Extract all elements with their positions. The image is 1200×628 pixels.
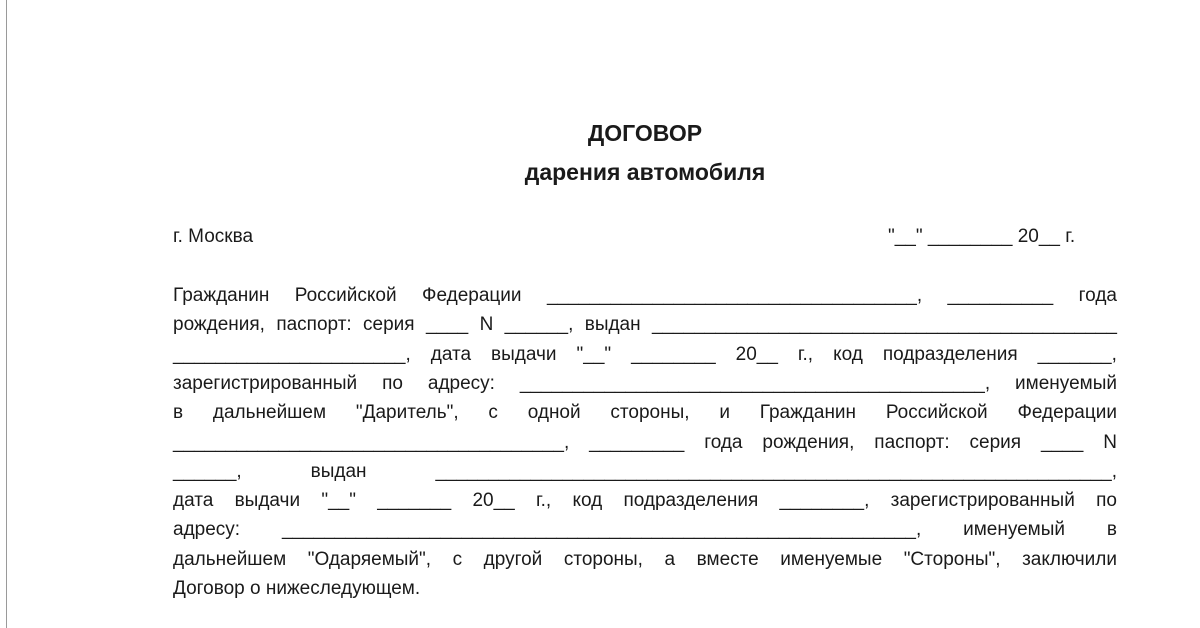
body-word: ____ [1041,432,1084,453]
body-line [173,284,1117,308]
body-word: __________ [947,285,1054,306]
body-word: Федерации [422,285,522,306]
body-word: ________________________________________________________________, [435,461,1117,482]
body-word: _____________________________________, [173,432,570,453]
body-word: ______________________, [173,344,411,365]
body-line [173,431,1117,455]
body-word: выдан [584,314,641,335]
body-word: код [572,490,603,511]
body-word: 20__ [735,344,778,365]
body-word: ________ [631,344,716,365]
document-subtitle: дарения автомобиля [524,159,766,185]
body-word: ____________________________________________________________, [281,519,922,540]
body-word: рождения, [173,314,265,335]
body-word: именуемый [963,519,1066,540]
body-word: ____________________________________________, [519,373,991,394]
body-word: года [704,432,743,453]
body-word: ____ [425,314,469,335]
body-word: дата [430,344,472,365]
body-word: ___________________________________, [546,285,923,306]
body-word: серия [969,432,1022,453]
body-word: Гражданин [759,402,857,423]
body-word: дальнейшем [212,402,327,423]
body-word: _______ [377,490,452,511]
body-word: выдан [310,461,367,482]
body-word: ______, [504,314,574,335]
body-word: дальнейшем [173,549,287,570]
body-word: по [1096,490,1117,511]
body-word: с [488,402,498,423]
body-word: заключили [1022,549,1117,570]
body-word: Федерации [1017,402,1117,423]
body-word: а [664,549,676,570]
body-word: "Одаряемый", [307,549,432,570]
body-word: в [1106,519,1117,540]
body-line [173,460,1117,484]
body-word: именуемый [1015,373,1117,394]
body-word: другой [483,549,543,570]
body-word: зарегистрированный [173,373,358,394]
body-word: N [1103,432,1117,453]
body-line [173,577,1117,601]
body-word: дата [173,490,214,511]
date-placeholder: "__" ________ 20__ г. [888,226,1076,247]
body-word: "Даритель", [355,402,459,423]
body-word: по [382,373,403,394]
body-word: паспорт: [276,314,352,335]
body-word: Российской [294,285,397,306]
body-word: "__" [321,490,356,511]
body-line [173,372,1117,396]
body-word: "__" [576,344,612,365]
body-word: рождения, [762,432,855,453]
body-word: стороны, [610,402,690,423]
body-word: адресу: [427,373,495,394]
city-label: г. Москва [173,226,254,247]
body-word: "Стороны", [903,549,1001,570]
body-word: именуемые [780,549,883,570]
body-line [173,313,1117,337]
body-line [173,489,1117,513]
body-line [173,518,1117,542]
body-word: и [719,402,730,423]
body-word: стороны, [563,549,643,570]
body-word: 20__ [472,490,515,511]
body-word: паспорт: [874,432,950,453]
body-word: выдачи [491,344,557,365]
body-word: Российской [885,402,988,423]
body-word: подразделения [623,490,759,511]
body-word: года [1078,285,1117,306]
body-word: зарегистрированный [890,490,1075,511]
body-word: выдачи [234,490,301,511]
body-line [173,343,1117,367]
body-word: подразделения [882,344,1018,365]
body-word: с [452,549,463,570]
body-word: Гражданин [173,285,270,306]
body-word: код [833,344,863,365]
body-word: _______, [1037,344,1117,365]
body-line [173,548,1117,572]
body-word: в [173,402,184,423]
document-title: ДОГОВОР [587,120,703,146]
body-word: N [479,314,494,335]
body-word: _________ [589,432,685,453]
body-word: одной [527,402,581,423]
body-line [173,401,1117,425]
body-word: г., [536,490,552,511]
body-word: вместе [696,549,759,570]
body-word: ________, [779,490,870,511]
body-word: г., [797,344,814,365]
body-word: ____________________________________________ [651,314,1117,335]
body-word: ______, [173,461,242,482]
body-word: серия [363,314,415,335]
body-word: адресу: [173,519,241,540]
body-word: Договор о нижеследующем. [173,578,421,599]
